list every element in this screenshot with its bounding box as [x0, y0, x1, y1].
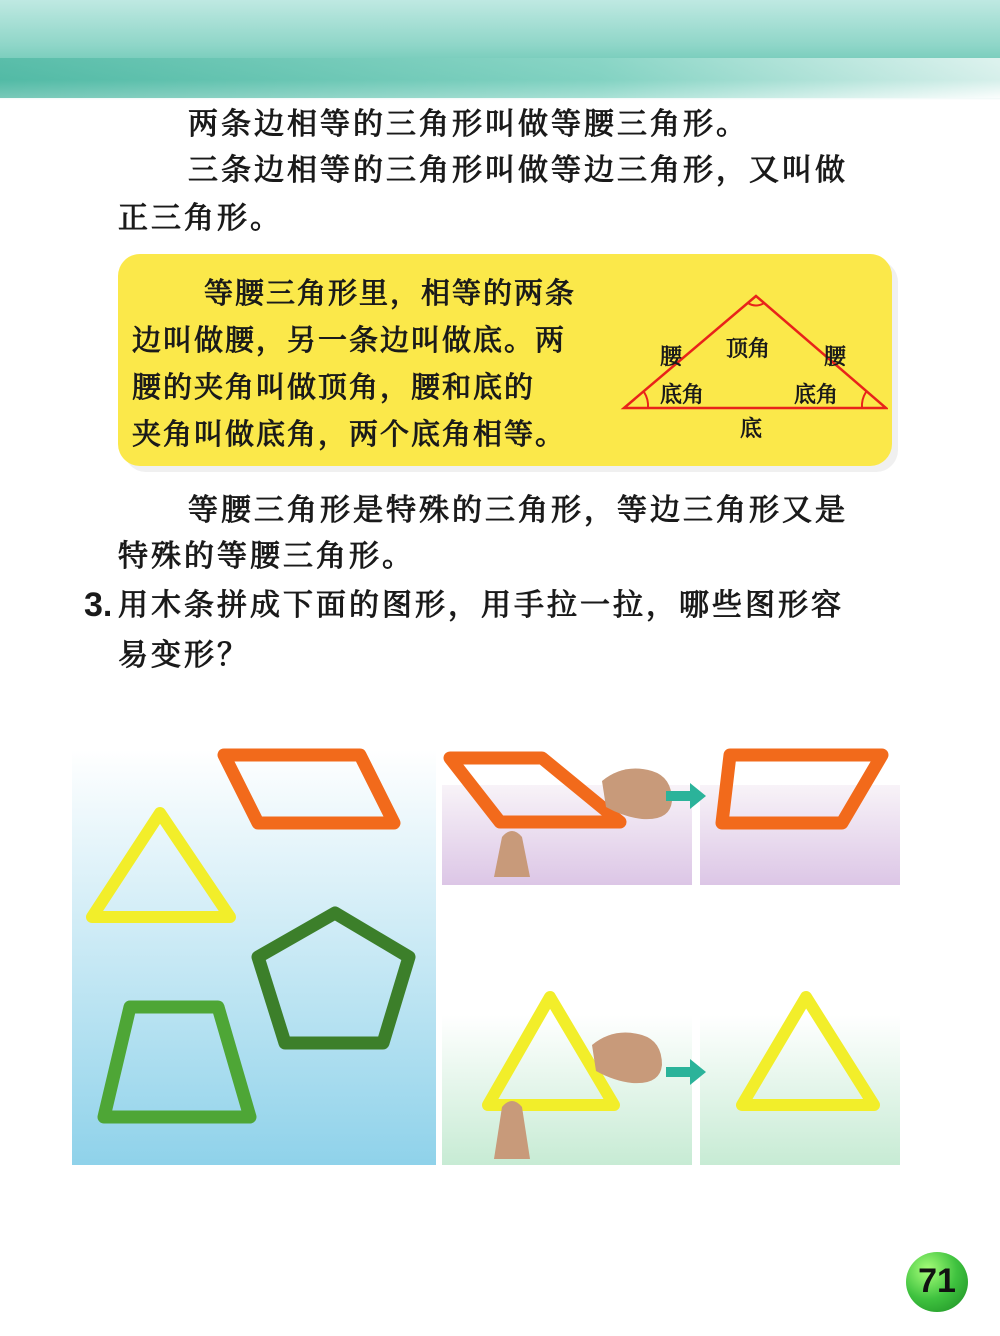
header-banner: [0, 0, 1000, 100]
triangle-pull-panel: [442, 1015, 692, 1165]
callout-line1: 等腰三角形里，相等的两条: [204, 276, 577, 310]
callout-line4: 夹角叫做底角，两个底角相等。: [132, 417, 567, 451]
callout-text: [132, 270, 612, 458]
special-triangle-line1: 等腰三角形是特殊的三角形，等边三角形又是: [188, 493, 848, 528]
callout-line3: 腰的夹角叫做顶角，腰和底的: [132, 370, 536, 404]
base-label: 底: [740, 416, 763, 442]
wooden-stick-shapes-figure: [72, 745, 912, 1165]
special-triangle-line2: 特殊的等腰三角形。: [118, 539, 415, 574]
left-leg-label: 腰: [660, 344, 683, 370]
right-leg-label: 腰: [824, 344, 847, 370]
question-number: 3.: [84, 586, 113, 624]
page-number-badge: [906, 1252, 968, 1312]
base-angle-left-label: 底角: [660, 382, 705, 408]
page-number: 71: [918, 1262, 956, 1300]
base-angle-right-arc: [862, 392, 866, 408]
equilateral-definition-line1: 三条边相等的三角形叫做等边三角形，又叫做: [188, 153, 848, 188]
base-angle-left-arc: [644, 392, 648, 408]
question-text: [118, 581, 918, 681]
isosceles-triangle-diagram: [608, 274, 888, 454]
callout-line2: 边叫做腰，另一条边叫做底。两: [132, 323, 567, 357]
question-line1: 用木条拼成下面的图形，用手拉一拉，哪些图形容: [118, 588, 844, 623]
header-banner-stripe: [0, 58, 1000, 98]
definition-callout-box: [118, 254, 892, 466]
base-angle-right-label: 底角: [794, 382, 839, 408]
isosceles-definition: 两条边相等的三角形叫做等腰三角形。: [188, 107, 749, 142]
question-line2: 易变形？: [118, 638, 250, 673]
equilateral-definition-line2: 正三角形。: [118, 201, 283, 236]
apex-angle-arc: [748, 303, 764, 306]
apex-angle-label: 顶角: [726, 336, 771, 362]
